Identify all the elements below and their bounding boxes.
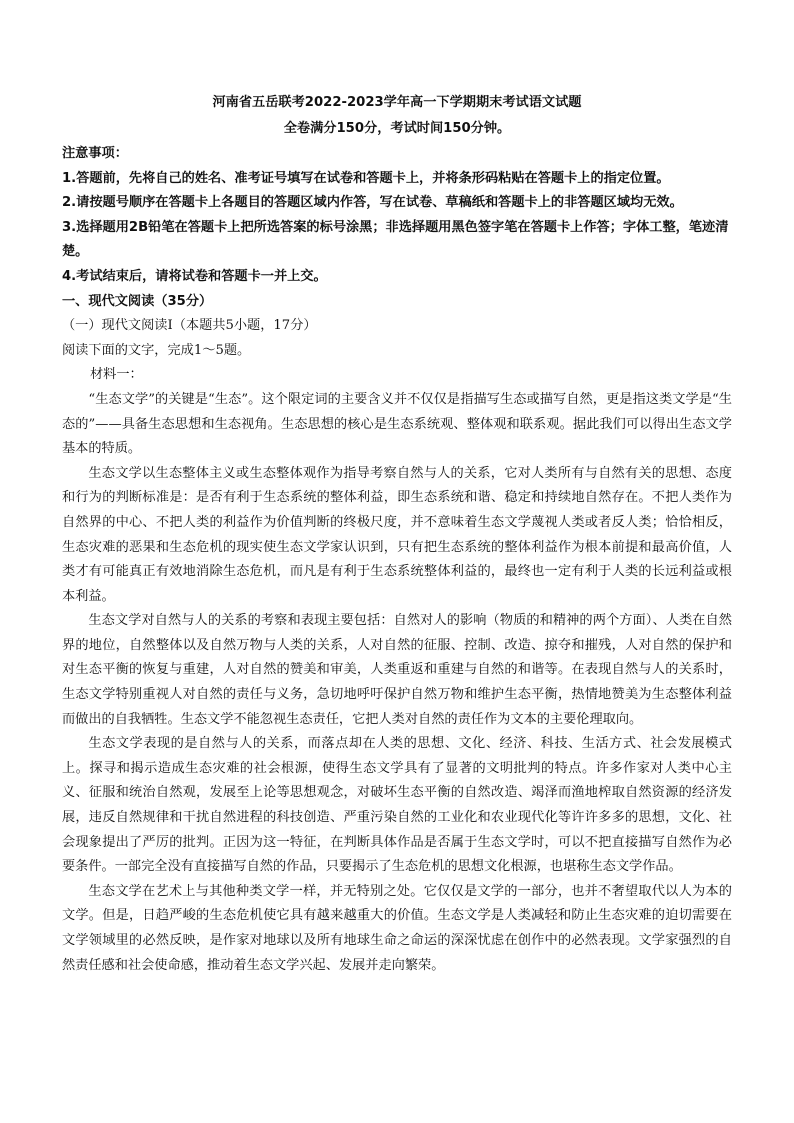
- notice-item-2: 2.请按题号顺序在答题卡上各题目的答题区域内作答，写在试卷、草稿纸和答题卡上的非答题区域均无效。: [62, 195, 683, 211]
- exam-title: 河南省五岳联考2022-2023学年高一下学期期末考试语文试题: [212, 95, 582, 110]
- section-instruction: 阅读下面的文字，完成1～5题。: [62, 342, 251, 358]
- passage-paragraph: 生态文学表现的是自然与人的关系，而落点却在人类的思想、文化、经济、科技、生活方式、社会发展模式上。探寻和揭示造成生态灾难的社会根源，使得生态文学具有了显著的文明批判的特点。许多作家对人类中心主义、征服和统治自然观，发展至上论等思想观念，对破坏生态平衡的自然改造、竭泽而渔地榨取自然资源的经济发展，违反自然规律和干扰自然进程的科技创造、严重污染自然的工业化和农业现代化等许许多多的思想，文化、社会现象提出了严厉的批判。正因为这一特征，在判断具体作品是否属于生态文学时，可以不把直接描写自然作为必要条件。一部完全没有直接描写自然的作品，只要揭示了生态危机的思想文化根源，也堪称生态文学作品。: [62, 736, 732, 875]
- section-heading: 一、现代文阅读（35分）: [62, 293, 213, 309]
- passage-paragraph: 生态文学以生态整体主义或生态整体观作为指导考察自然与人的关系，它对人类所有与自然有关的思想、态度和行为的判断标准是：是否有利于生态系统的整体利益，即生态系统和谐、稳定和持续地自然存在。不把人类作为自然界的中心、不把人类的利益作为价值判断的终极尺度，并不意味着生态文学蔑视人类或者反人类；恰恰相反，生态灾难的恶果和生态危机的现实使生态文学家认识到，只有把生态系统的整体利益作为根本前提和最高价值，人类才有可能真正有效地消除生态危机，而凡是有利于生态系统整体利益的，最终也一定有利于人类的长远利益或根本利益。: [62, 465, 732, 604]
- notice-item-4: 4.考试结束后，请将试卷和答题卡一并上交。: [62, 268, 327, 284]
- notice-heading: 注意事项：: [62, 146, 128, 161]
- passage-paragraph: 生态文学在艺术上与其他种类文学一样，并无特别之处。它仅仅是文学的一部分，也并不奢望取代以人为本的文学。但是，日趋严峻的生态危机使它具有越来越重大的价值。生态文学是人类减轻和防止生态灾难的迫切需要在文学领域里的必然反映，是作家对地球以及所有地球生命之命运的深深忧虑在创作中的必然表现。文学家强烈的自然责任感和社会使命感，推动着生态文学兴起、发展并走向繁荣。: [62, 883, 732, 973]
- notice-item-1: 1.答题前，先将自己的姓名、准考证号填写在试卷和答题卡上，并将条形码粘贴在答题卡上的指定位置。: [62, 170, 670, 186]
- material-label: 材料一：: [90, 367, 143, 383]
- notice-item-3: 3.选择题用2B铅笔在答题卡上把所选答案的标号涂黑；非选择题用黑色签字笔在答题卡上作答；字体工整，笔迹清楚。: [62, 219, 729, 260]
- passage-paragraph: “生态文学”的关键是“生态”。这个限定词的主要含义并不仅仅是指描写生态或描写自然，更是指这类文学是“生态的”——具备生态思想和生态视角。生态思想的核心是生态系统观、整体观和联系观。据此我们可以得出生态文学基本的特质。: [62, 391, 732, 457]
- section-subheading: （一）现代文阅读Ⅰ（本题共5小题，17分）: [62, 318, 317, 334]
- exam-subtitle: 全卷满分150分，考试时间150分钟。: [283, 121, 511, 136]
- passage-paragraph: 生态文学对自然与人的关系的考察和表现主要包括：自然对人的影响（物质的和精神的两个方面）、人类在自然界的地位，自然整体以及自然万物与人类的关系，人对自然的征服、控制、改造、掠夺和摧残，人对自然的保护和对生态平衡的恢复与重建，人对自然的赞美和审美，人类重返和重建与自然的和谐等。在表现自然与人的关系时，生态文学特别重视人对自然的责任与义务，急切地呼吁保护自然万物和维护生态平衡，热情地赞美为生态整体利益而做出的自我牺牲。生态文学不能忽视生态责任，它把人类对自然的责任作为文本的主要伦理取向。: [62, 613, 732, 727]
- exam-page: [62, 90, 732, 978]
